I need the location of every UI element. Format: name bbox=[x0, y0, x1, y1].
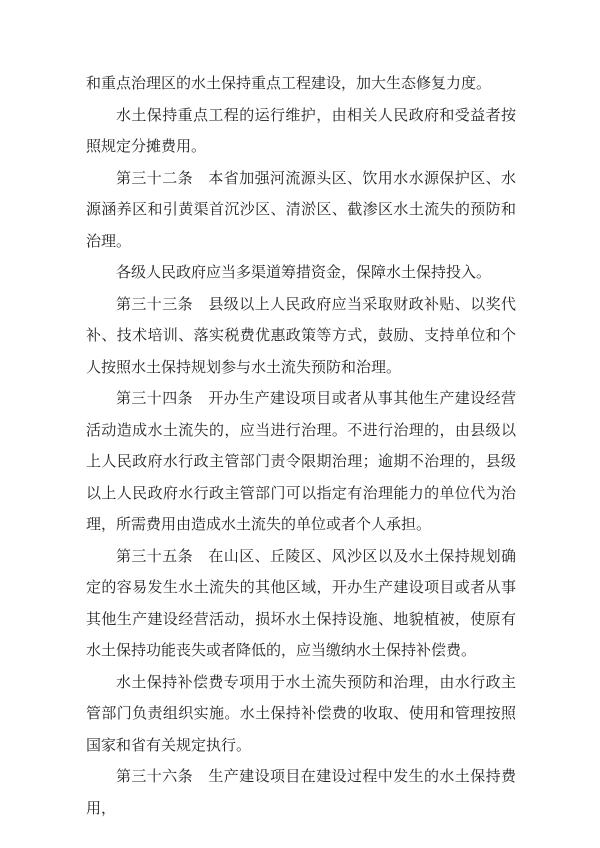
paragraph-continuation: 和重点治理区的水土保持重点工程建设，加大生态修复力度。 bbox=[86, 76, 492, 92]
paragraph-compensation-fee: 水土保持补偿费专项用于水土流失预防和治理，由水行政主管部门负责组织实施。水土保持补偿费的收取、使用和管理按照国家和省有关规定执行。 bbox=[86, 674, 516, 754]
paragraph-article-35: 第三十五条 在山区、丘陵区、风沙区以及水土保持规划确定的容易发生水土流失的其他区域，开办生产建设项目或者从事其他生产建设经营活动，损坏水土保持设施、地貌植被，使原有水土保持功能丧失或者降低的，应当缴纳水土保持补偿费。 bbox=[86, 548, 516, 659]
paragraph-article-36: 第三十六条 生产建设项目在建设过程中发生的水土保持费用， bbox=[86, 769, 516, 817]
paragraph-funding: 各级人民政府应当多渠道筹措资金，保障水土保持投入。 bbox=[116, 265, 492, 281]
paragraph-article-32: 第三十二条 本省加强河流源头区、饮用水水源保护区、水源涵养区和引黄渠首沉沙区、清淤区、截渗区水土流失的预防和治理。 bbox=[86, 170, 516, 250]
paragraph-article-33: 第三十三条 县级以上人民政府应当采取财政补贴、以奖代补、技术培训、落实税费优惠政策等方式，鼓励、支持单位和个人按照水土保持规划参与水土流失预防和治理。 bbox=[86, 296, 516, 376]
document-text-block bbox=[86, 69, 516, 825]
paragraph-maintenance-costs: 水土保持重点工程的运行维护，由相关人民政府和受益者按照规定分摊费用。 bbox=[86, 107, 516, 155]
paragraph-article-34: 第三十四条 开办生产建设项目或者从事其他生产建设经营活动造成水土流失的，应当进行治理。不进行治理的，由县级以上人民政府水行政主管部门责令限期治理；逾期不治理的，县级以上人民政府水行政主管部门可以指定有治理能力的单位代为治理，所需费用由造成水土流失的单位或者个人承担。 bbox=[86, 391, 516, 533]
